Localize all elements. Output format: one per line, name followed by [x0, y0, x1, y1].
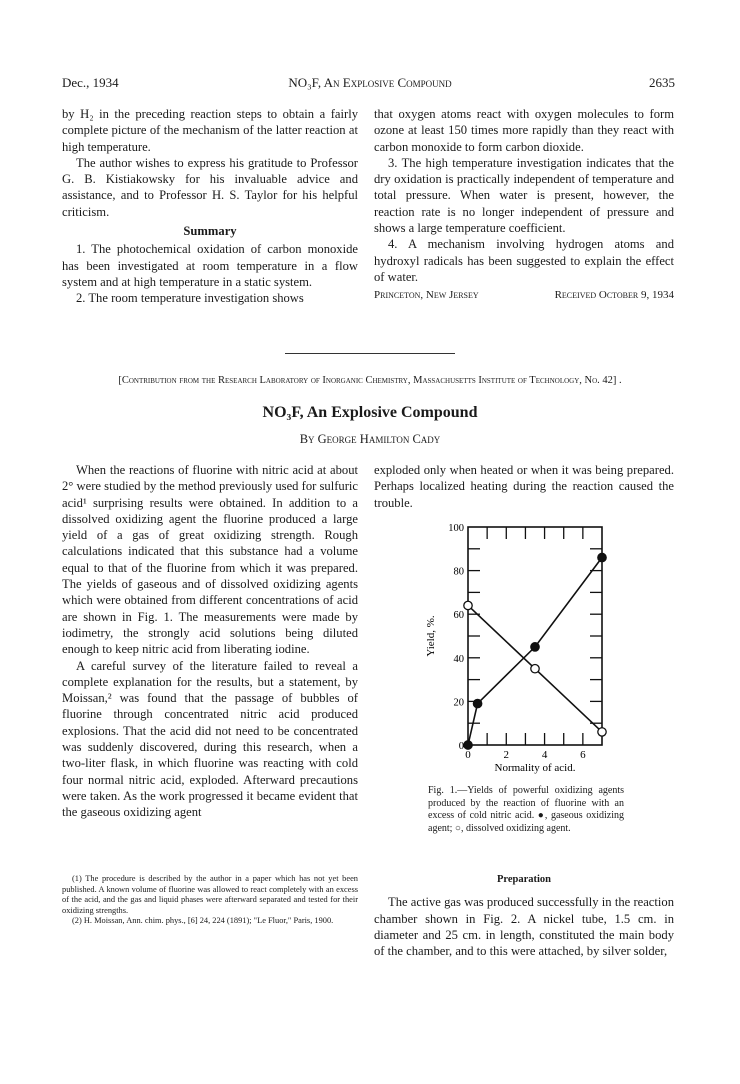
chart-svg — [420, 515, 620, 783]
y-tick-label: 0 — [458, 741, 464, 752]
paragraph: The author wishes to express his gratitude to Professor G. B. Kistiakowsky for his invaluable advice and assistance, and to Professor H. S. Taylor for his helpful criticism. — [62, 155, 358, 219]
paragraph: The active gas was produced successfully in the reaction chamber shown in Fig. 2. A nickel tube, 1.5 cm. in diameter and 25 cm. in length, constituted the main body of the chamber, and to this were attached, by silver solder, — [374, 895, 674, 959]
summary-heading: Summary — [183, 224, 237, 239]
gaseous-agent-point — [531, 643, 539, 651]
x-tick-label: 4 — [541, 749, 548, 761]
page-number: 2635 — [649, 75, 675, 90]
article-title: NO₃F, An Explosive Compound — [262, 404, 478, 421]
paragraph: by H₂ in the preceding reaction steps to obtain a fairly complete picture of the mechanism of the latter reaction at high temperature. — [62, 107, 358, 154]
figure-caption — [428, 785, 624, 835]
y-tick-label: 40 — [453, 653, 464, 665]
byline: By George Hamilton Cady — [299, 432, 441, 446]
y-tick-label: 60 — [453, 610, 464, 622]
figure-1-chart — [420, 515, 620, 783]
paragraph: that oxygen atoms react with oxygen molecules to form ozone at least 150 times more rapidly than they react with carbon monoxide to form carbon dioxide. — [374, 107, 674, 154]
y-tick-label: 20 — [453, 697, 464, 709]
y-tick-label: 100 — [448, 523, 464, 534]
caption-lead: Fig. 1.— — [428, 785, 468, 796]
gaseous-agent-point — [473, 699, 481, 707]
y-axis-label: Yield, %. — [425, 615, 437, 657]
sign-received: Received October 9, 1934 — [554, 289, 674, 302]
divider-rule — [285, 353, 455, 354]
footnotes — [62, 874, 358, 927]
gaseous-agent-point — [464, 741, 472, 749]
running-header-title: NO₃F, An Explosive Compound — [288, 75, 452, 90]
preparation-heading: Preparation — [496, 874, 552, 885]
footnote: (2) H. Moissan, Ann. chim. phys., [6] 24, 224 (1891); "Le Fluor," Paris, 1900. — [72, 916, 334, 925]
y-tick-label: 80 — [453, 566, 464, 578]
x-tick-label: 6 — [580, 749, 586, 761]
paragraph: A careful survey of the literature failed to reveal a complete explanation for the results, but a statement, by Moissan,² was found that the passage of bubbles of fluorine through concentrated nitric acid produced explosions. That the acid did not need to be concentrated was suddenly discovered, during this research, when a two-liter flask, in which fluorine was reacting with cold four normal nitric acid, exploded. Afterward precautions were taken. As the work progressed it became evident that the gaseous oxidizing agent — [62, 658, 358, 820]
paragraph: 3. The high temperature investigation indicates that the dry oxidation is practically independent of temperature and total pressure. When water is present, however, the reaction rate is no longer independent of pressure and shows a large temperature coefficient. — [374, 155, 674, 236]
caption-text: Yields of powerful oxidizing agents produced by the reaction of fluorine with an excess of cold nitric acid. ●, gaseous oxidizing agent; ○, dissolved oxidizing agent. — [428, 785, 624, 834]
signature-line — [374, 287, 674, 303]
paragraph: 1. The photochemical oxidation of carbon monoxide has been investigated at room temperature in a flow system and at high temperature in a static system. — [62, 242, 358, 289]
prev-article-right-column — [374, 106, 674, 304]
article-left-column — [62, 462, 358, 821]
dissolved-agent-point — [531, 665, 539, 673]
x-axis-label: Normality of acid. — [494, 762, 576, 774]
contribution-note: [Contribution from the Research Laboratory of Inorganic Chemistry, Massachusetts Institute of Technology, No. 42] . — [118, 375, 622, 386]
paragraph: 4. A mechanism involving hydrogen atoms and hydroxyl radicals has been suggested to explain the effect of water. — [374, 237, 674, 284]
prev-article-left-column — [62, 106, 358, 307]
footnote: (1) The procedure is described by the author in a paper which has not yet been published. A known volume of fluorine was allowed to react completely with an excess of the acid, and the gas and liquid phases were afterward separated and tested for their oxidizing strengths. — [62, 874, 358, 915]
dissolved-agent-point — [464, 601, 472, 609]
preparation-section — [374, 872, 674, 959]
article-right-column — [374, 462, 674, 511]
sign-location: Princeton, New Jersey — [374, 289, 479, 302]
x-tick-label: 0 — [465, 749, 471, 761]
gaseous-agent-point — [598, 553, 606, 561]
paragraph: When the reactions of fluorine with nitric acid at about 2° were studied by the method previously used for sulfuric acid¹ surprising results were obtained. In addition to a dissolved oxidizing agent the fluorine produced a large yield of a gas of great oxidizing strength. Rough calculations indicated that this substance had a volume equal to that of the fluorine from which it was prepared. The yields of gaseous and of dissolved oxidizing agents which were obtained from different concentrations of acid are shown in Fig. 1. The measurements were made by iodimetry, the strongly acid solutions being diluted enough to keep nitric acid from liberating iodine. — [62, 463, 358, 657]
dissolved-agent-point — [598, 728, 606, 736]
running-header-date: Dec., 1934 — [62, 75, 119, 90]
x-tick-label: 2 — [503, 749, 510, 761]
paragraph: 2. The room temperature investigation shows — [76, 291, 304, 306]
paragraph: exploded only when heated or when it was being prepared. Perhaps localized heating during the reaction caused the trouble. — [374, 463, 674, 510]
